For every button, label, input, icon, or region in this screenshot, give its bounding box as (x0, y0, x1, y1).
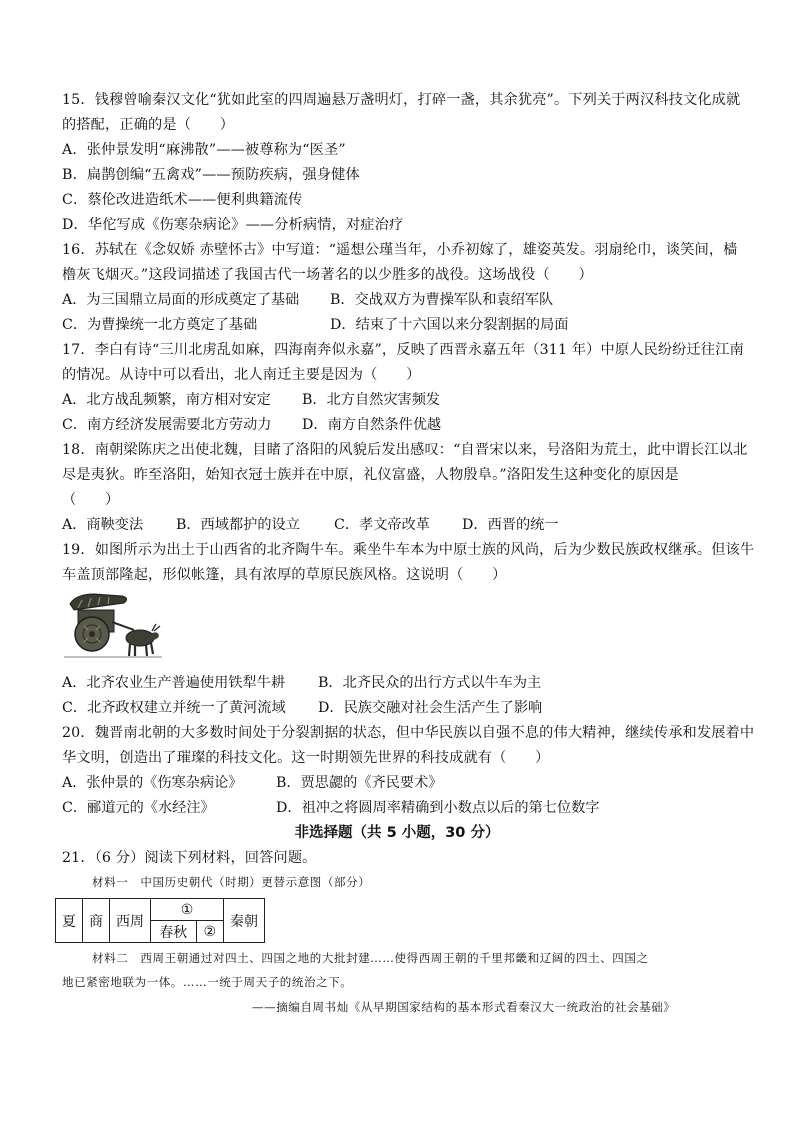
q20-stem-line2: 华文明，创造出了璀璨的科技文化。这一时期领先世界的科技成就有（ ） (62, 750, 550, 766)
q16-stem-line2: 橹灰飞烟灭。”这段词描述了我国古代一场著名的以少胜多的战役。这场战役（ ） (62, 267, 593, 283)
cell-mark-1: ① (151, 899, 224, 921)
q20-option-a: A．张仲景的《伤寒杂病论》 (62, 775, 243, 791)
q20-option-d: D．祖冲之将圆周率精确到小数点以后的第七位数字 (276, 800, 600, 816)
q19-option-a: A．北齐农业生产普遍使用铁犁牛耕 (62, 675, 286, 691)
cell-qin: 秦朝 (224, 899, 265, 943)
q20-stem-line1: 20．魏晋南北朝的大多数时间处于分裂割据的状态，但中华民族以自强不息的伟大精神，继续传承和发展着中 (62, 725, 755, 741)
q16-option-a: A．为三国鼎立局面的形成奠定了基础 (62, 292, 300, 308)
q17-option-d: D．南方自然条件优越 (302, 417, 442, 433)
q21-stem: 21．（6 分）阅读下列材料，回答问题。 (62, 850, 317, 866)
q19-option-d: D．民族交融对社会生活产生了影响 (318, 700, 543, 716)
q18-stem-line3: （ ） (62, 492, 120, 508)
q19-option-c: C．北齐政权建立并统一了黄河流域 (62, 700, 286, 716)
q18-option-c: C．孝文帝改革 (334, 517, 430, 533)
ox-cart-icon (64, 590, 162, 662)
material2-line1: 材料二 西周王朝通过对四土、四国之地的大批封建……使得西周王朝的千里邦畿和辽阔的四土、四国之 (92, 951, 649, 965)
cell-xia: 夏 (56, 899, 83, 943)
q19-option-b: B．北齐民众的出行方式以牛车为主 (318, 675, 542, 691)
q16-option-d: D．结束了十六国以来分裂割据的局面 (330, 317, 569, 333)
q15-option-d: D．华佗写成《伤寒杂病论》——分析病情，对症治疗 (62, 217, 404, 233)
q18-stem-line1: 18．南朝梁陈庆之出使北魏，目睹了洛阳的风貌后发出感叹：“自晋宋以来，号洛阳为荒土，此中谓长江以北 (62, 442, 748, 458)
q15-option-a: A．张仲景发明“麻沸散”——被尊称为“医圣” (62, 142, 346, 158)
section-title: 非选择题（共 5 小题，30 分） (294, 825, 500, 841)
q17-stem-line1: 17．李白有诗“三川北虏乱如麻，四海南奔似永嘉”，反映了西晋永嘉五年（311 年）中原人民纷纷迁往江南 (62, 342, 744, 358)
q15-option-b: B．扁鹊创编“五禽戏”——预防疾病，强身健体 (62, 167, 360, 183)
q16-stem-line1: 16．苏轼在《念奴娇 赤壁怀古》中写道：“遥想公瑾当年，小乔初嫁了，雄姿英发。羽扇纶巾，谈笑间，樯 (62, 242, 738, 258)
material1-caption: 材料一 中国历史朝代（时期）更替示意图（部分） (92, 875, 371, 889)
q15-option-c: C．蔡伦改进造纸术——便利典籍流传 (62, 192, 303, 208)
q15-stem-line1: 15．钱穆曾喻秦汉文化“犹如此室的四周遍悬万盏明灯，打碎一盏，其余犹亮”。下列关于两汉科技文化成就 (62, 92, 741, 108)
material2-line2: 地已紧密地联为一体。……一统于周天子的统治之下。 (62, 975, 353, 989)
q18-option-d: D．西晋的统一 (462, 517, 559, 533)
cell-chunqiu: 春秋 (151, 921, 197, 943)
q19-stem-line1: 19．如图所示为出土于山西省的北齐陶牛车。乘坐牛车本为中原士族的风尚，后为少数民族政权继承。但该牛 (62, 542, 755, 558)
q16-option-c: C．为曹操统一北方奠定了基础 (62, 317, 258, 333)
dynasty-table (55, 898, 265, 943)
cell-mark-2: ② (196, 921, 223, 943)
q20-option-b: B．贾思勰的《齐民要术》 (276, 775, 443, 791)
q17-option-b: B．北方自然灾害频发 (302, 392, 441, 408)
q18-option-a: A．商鞅变法 (62, 517, 144, 533)
q16-option-b: B．交战双方为曹操军队和袁绍军队 (330, 292, 554, 308)
q20-option-c: C．郦道元的《水经注》 (62, 800, 215, 816)
q17-stem-line2: 的情况。从诗中可以看出，北人南迁主要是因为（ ） (62, 367, 421, 383)
q17-option-c: C．南方经济发展需要北方劳动力 (62, 417, 272, 433)
q19-stem-line2: 车盖顶部隆起，形似帐篷，具有浓厚的草原民族风格。这说明（ ） (62, 567, 507, 583)
q17-option-a: A．北方战乱频繁，南方相对安定 (62, 392, 271, 408)
q18-stem-line2: 尽是夷狄。昨至洛阳，始知衣冠士族并在中原，礼仪富盛，人物殷阜。”洛阳发生这种变化的原因是 (62, 467, 679, 483)
cell-xizhou: 西周 (110, 899, 151, 943)
q18-option-b: B．西域都护的设立 (176, 517, 300, 533)
q15-stem-line2: 的搭配，正确的是（ ） (62, 117, 235, 133)
material2-source: ——摘编自周书灿《从早期国家结构的基本形式看秦汉大一统政治的社会基础》 (252, 1000, 676, 1014)
cell-shang: 商 (83, 899, 110, 943)
